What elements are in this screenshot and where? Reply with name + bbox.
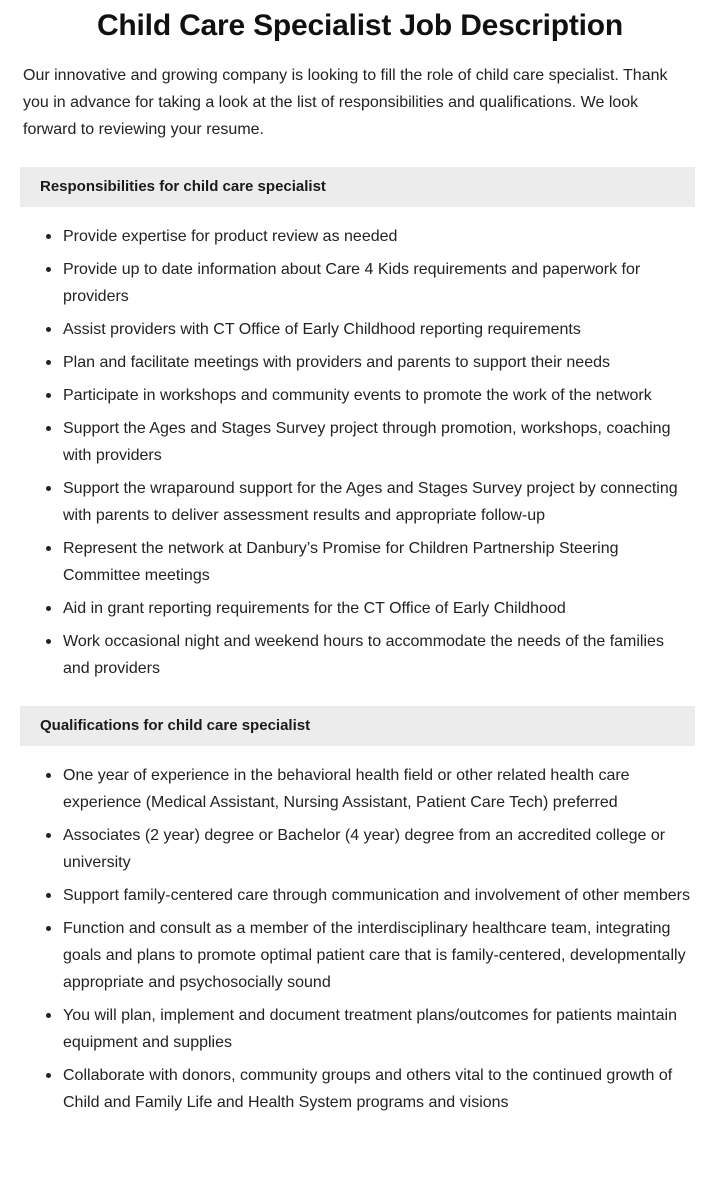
list-item: Represent the network at Danbury’s Promise for Children Partnership Steering Committee meetings [45,535,695,589]
list-item: Participate in workshops and community events to promote the work of the network [45,382,695,409]
section-bullet-list [0,207,720,682]
list-item: Associates (2 year) degree or Bachelor (4 year) degree from an accredited college or university [45,822,695,876]
list-item: Plan and facilitate meetings with providers and parents to support their needs [45,349,695,376]
intro-paragraph: Our innovative and growing company is looking to fill the role of child care specialist. Thank you in advance for taking a look at the list of responsibilities and qualifications. We look forward to reviewing your resume. [23,67,668,138]
list-item: Function and consult as a member of the interdisciplinary healthcare team, integrating goals and plans to promote optimal patient care that is family-centered, developmentally appropriate and psychosocially sound [45,915,695,996]
list-item: Work occasional night and weekend hours to accommodate the needs of the families and providers [45,628,695,682]
section-header-bar [20,167,695,207]
list-item: Collaborate with donors, community groups and others vital to the continued growth of Child and Family Life and Health System programs and visions [45,1062,695,1116]
list-item: Provide up to date information about Care 4 Kids requirements and paperwork for providers [45,256,695,310]
page-title: Child Care Specialist Job Description [96,9,624,42]
document-section [0,706,720,1146]
list-item: Assist providers with CT Office of Early Childhood reporting requirements [45,316,695,343]
section-bullet-list [0,746,720,1146]
list-item: Support the Ages and Stages Survey project through promotion, workshops, coaching with providers [45,415,695,469]
list-item: Support the wraparound support for the Ages and Stages Survey project by connecting with parents to deliver assessment results and appropriate follow-up [45,475,695,529]
section-heading: Qualifications for child care specialist [40,717,311,734]
list-item: One year of experience in the behavioral health field or other related health care experience (Medical Assistant, Nursing Assistant, Patient Care Tech) preferred [45,762,695,816]
list-item: Support family-centered care through communication and involvement of other members [45,882,695,909]
list-item: Aid in grant reporting requirements for the CT Office of Early Childhood [45,595,695,622]
section-heading: Responsibilities for child care specialist [40,178,326,195]
sections-container [0,167,720,1146]
section-header-bar [20,706,695,746]
list-item: Provide expertise for product review as needed [45,223,695,250]
list-item: You will plan, implement and document treatment plans/outcomes for patients maintain equipment and supplies [45,1002,695,1056]
document-section [0,167,720,682]
